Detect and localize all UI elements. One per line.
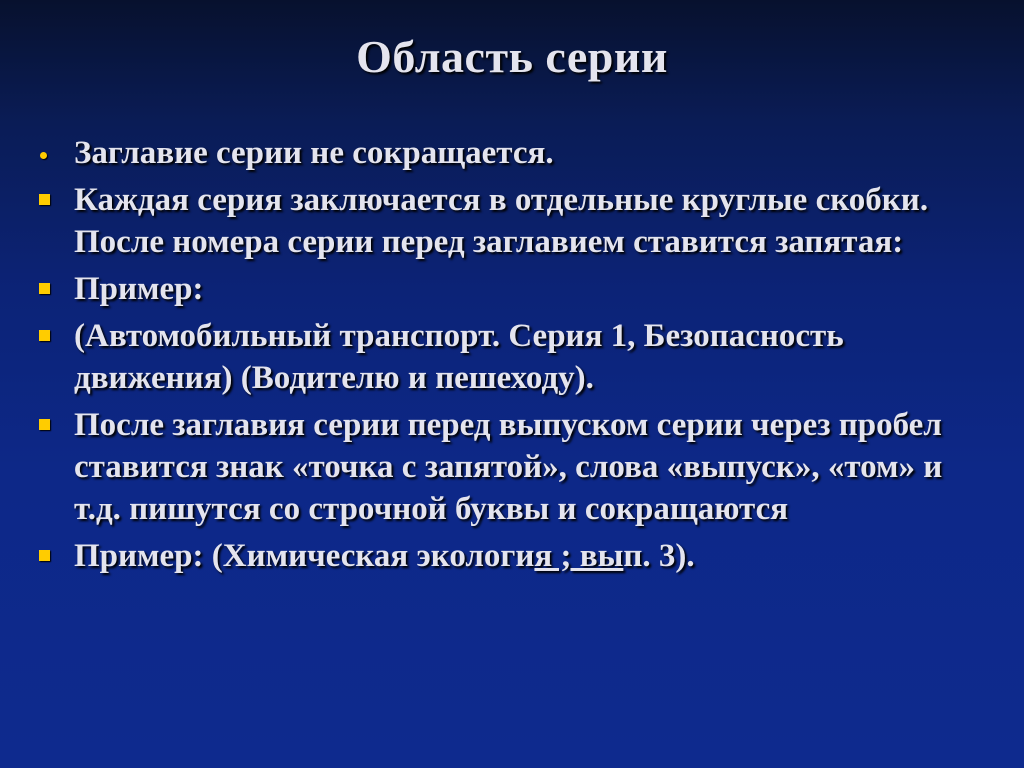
list-item-text [74,538,695,574]
list-item [36,535,996,577]
bullet-list [36,132,996,582]
square-bullet-icon [39,419,50,430]
square-bullet-icon [39,283,50,294]
round-bullet-icon [40,152,47,159]
list-item [36,179,996,263]
list-item-text: Заглавие серии не сокращается. [74,135,554,171]
square-bullet-icon [39,330,50,341]
square-bullet-icon [39,550,50,561]
example-text-end: п. 3). [623,538,695,574]
list-item [36,268,996,310]
list-item-text: (Автомобильный транспорт. Серия 1, Безопасность движения) (Водителю и пешеходу). [74,318,844,396]
slide-title: Область серии [356,31,668,82]
list-item [36,315,996,399]
list-item [36,404,996,530]
underlined-text: я ; вы [534,538,624,574]
list-item-text: Каждая серия заключается в отдельные круглые скобки. После номера серии перед заглавием ставится запятая: [74,182,929,260]
list-item-text: После заглавия серии перед выпуском серии через пробел ставится знак «точка с запятой», слова «выпуск», «том» и т.д. пишутся со строчной буквы и сокращаются [74,407,943,527]
list-item [36,132,996,174]
list-item-text: Пример: [74,271,204,307]
square-bullet-icon [39,194,50,205]
example-text-start: Пример: (Химическая экологи [74,538,535,574]
